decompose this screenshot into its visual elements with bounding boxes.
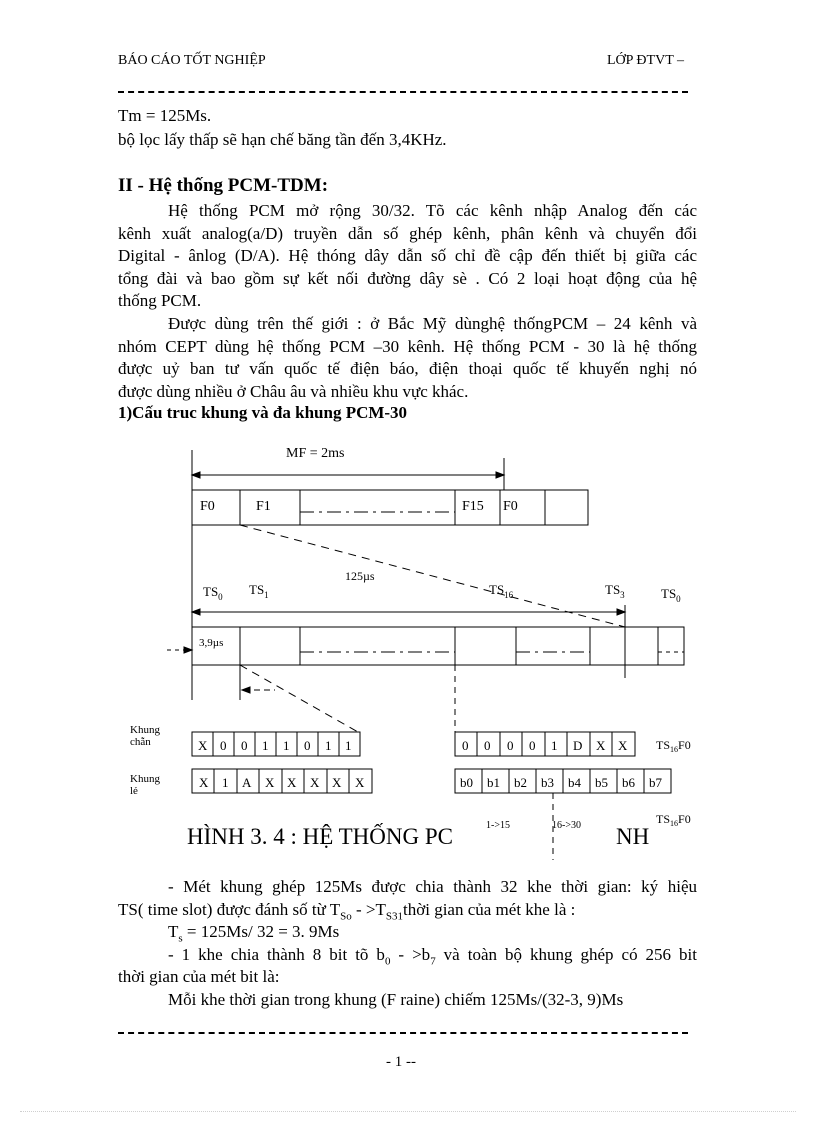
text-line: tổng đài và bao gồm sự kết nối đường dây sè . Có 2 loại hoạt động của hệ: [118, 268, 697, 288]
ts-label: $TS_1$: [249, 582, 269, 600]
figure-caption: HÌNH 3. 4 : HỆ THỐNG PC: [187, 824, 453, 849]
bit-cell: X: [265, 775, 275, 790]
figure-caption-tail: NH: [616, 824, 650, 849]
body-text: [118, 876, 697, 1011]
text-line: Hệ thống PCM mở rộng 30/32. Tõ các kênh nhập Analog đến các: [168, 201, 697, 220]
bit-cell: 0: [507, 738, 514, 753]
bit-cell: D: [573, 738, 583, 753]
frame-label: F1: [256, 499, 271, 514]
bit-cell: b2: [514, 775, 527, 790]
bit-cell: b0: [460, 775, 473, 790]
bit-cell: 0: [484, 738, 491, 753]
bit-cell: b7: [649, 775, 662, 790]
bit-cell: b4: [568, 775, 581, 790]
arrow-head: [496, 472, 504, 478]
bit-cell: 0: [220, 738, 227, 753]
page-edge: [20, 1111, 796, 1112]
text-line: thống PCM.: [118, 291, 202, 310]
range-label: 1->15: [486, 820, 510, 831]
bit-cell: X: [287, 775, 297, 790]
ts-label: $TS_3$: [605, 582, 625, 600]
timeslot-row: [192, 627, 684, 665]
text-line: Digital - ânlog (D/A). Hệ thóng dây dẫn số chỉ đề cập đến thiết bị giữa các: [118, 246, 697, 265]
bit-cell: X: [332, 775, 342, 790]
bit-cell: X: [199, 775, 209, 790]
frame-time-label: 125µs: [345, 569, 375, 583]
text-line: được dùng nhiều ở Châu âu và nhiều khu vực khác.: [118, 381, 469, 401]
ts-label: $TS_0$: [203, 584, 223, 602]
text-line: Được dùng trên thế giới : ở Bắc Mỹ dùnghệ thốngPCM – 24 kênh và: [168, 314, 697, 333]
bit-cell: X: [355, 775, 365, 790]
bit-cell: 1: [283, 738, 290, 753]
range-label: 16->30: [552, 820, 581, 831]
ts-label: $TS_0$: [661, 586, 681, 604]
khung-le-label: lẻ: [130, 785, 138, 797]
footer-rule: [118, 1032, 688, 1034]
ts16f0-label: $TS_{16}F0$: [656, 812, 691, 828]
text-line: được uỷ ban tư vấn quốc tế điện báo, điện thoại quốc tế khuyến nghị nó: [118, 359, 697, 378]
bit-cell: 1: [325, 738, 332, 753]
bit-cell: 0: [462, 738, 469, 753]
page-number: - 1 --: [386, 1054, 416, 1070]
khung-chan-label: Khung: [130, 724, 160, 736]
bit-cell: X: [310, 775, 320, 790]
slot-time-label: 3,9µs: [199, 637, 224, 649]
text-line: - 1 khe chia thành 8 bit tõ $b_0 - >b_7$ và toàn bộ khung ghép có 256 bit: [168, 944, 698, 967]
bit-cell: 0: [241, 738, 248, 753]
bit-cell: b6: [622, 775, 635, 790]
bit-cell: X: [198, 738, 208, 753]
bit-cell: b3: [541, 775, 554, 790]
ts16f0-label: $TS_{16}F0$: [656, 738, 691, 754]
bit-cell: b1: [487, 775, 500, 790]
arrow-head: [192, 472, 200, 478]
bit-cell: 1: [222, 775, 229, 790]
section-title: II - Hệ thống PCM-TDM:: [118, 175, 329, 196]
frame-label: F0: [200, 499, 215, 514]
text-line: Mỗi khe thời gian trong khung (F raine) chiếm 125Ms/(32-3, 9)Ms: [168, 989, 624, 1009]
header-left: BÁO CÁO TỐT NGHIỆP: [118, 53, 266, 68]
text-line: kênh xuất analog(a/D) truyền dẫn số ghép kênh, phân kênh và chuyển đổi: [118, 223, 697, 243]
text-line: Tm = 125Ms.: [118, 106, 212, 125]
subsection-title: 1)Cấu truc khung và đa khung PCM-30: [118, 403, 408, 422]
bit-cell: b5: [595, 775, 608, 790]
bit-cell: 0: [304, 738, 311, 753]
ts-label: $TS_{16}$: [489, 582, 514, 600]
multiframe-box: [192, 490, 588, 525]
bit-cell: 1: [551, 738, 558, 753]
text-line: nhóm CEPT dùng hệ thống PCM –30 kênh. Hệ thống PCM - 30 là hệ thống: [118, 336, 697, 356]
bit-cell: 0: [529, 738, 536, 753]
text-line: $T_s = 125Ms/$ 32 = 3. 9Ms: [168, 922, 340, 945]
bit-cell: A: [242, 775, 252, 790]
text-line: - Mét khung ghép 125Ms được chia thành 32 khe thời gian: ký hiệu: [168, 877, 697, 896]
text-line: bộ lọc lấy thấp sẽ hạn chế băng tần đến 3,4KHz.: [118, 130, 447, 149]
khung-le-label: Khung: [130, 773, 160, 785]
text-line: thời gian của mét bit là:: [118, 967, 280, 986]
header-right: LỚP ĐTVT –: [607, 53, 684, 68]
bit-cell: X: [618, 738, 628, 753]
frame-label: F0: [503, 499, 518, 514]
mf-label: MF = 2ms: [286, 446, 345, 461]
text-line: TS( time slot) được đánh số từ $T_{So}$ - $>T_{S31}thời$ gian của mét khe là :: [118, 899, 576, 922]
bit-cell: 1: [262, 738, 269, 753]
bit-cell: 1: [345, 738, 352, 753]
bit-cell: X: [596, 738, 606, 753]
frame-label: F15: [462, 499, 484, 514]
khung-chan-label: chẵn: [130, 736, 151, 748]
